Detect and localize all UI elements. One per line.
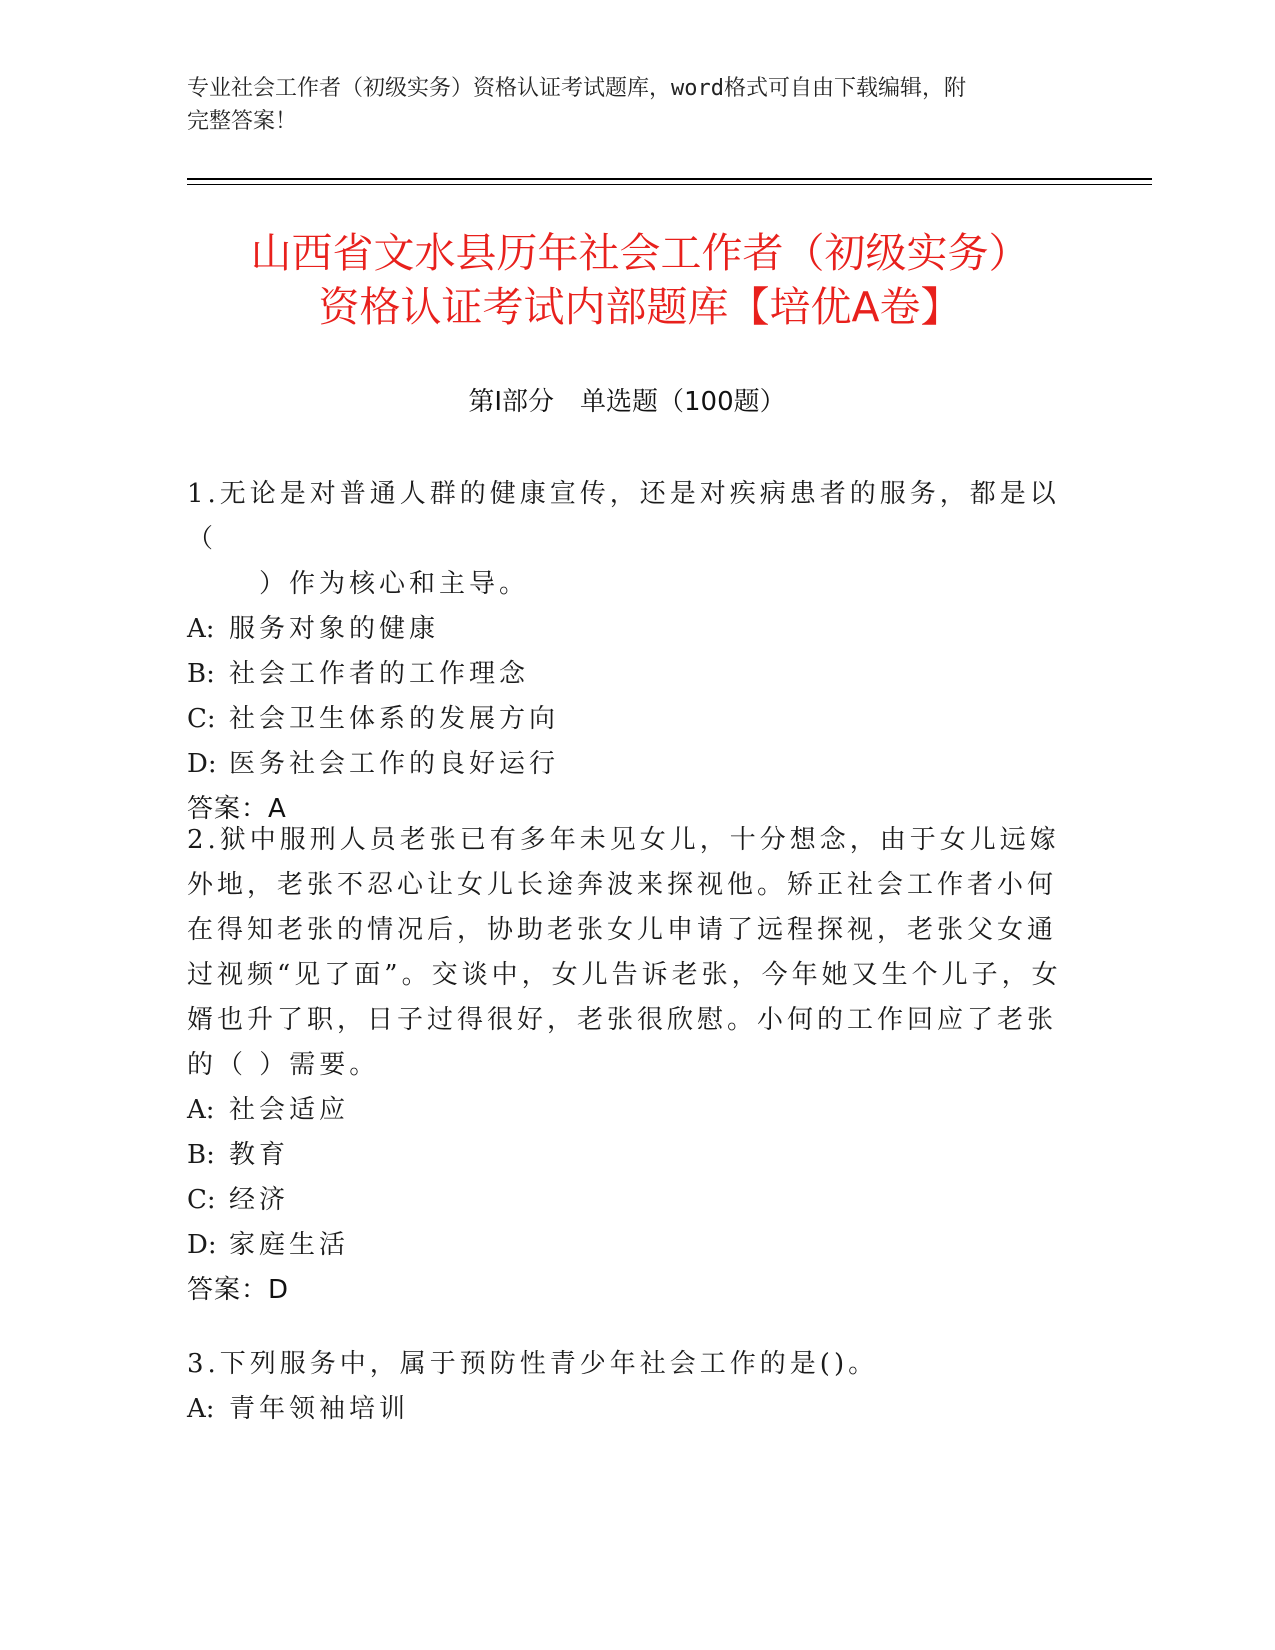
header-note-line-1: 专业社会工作者（初级实务）资格认证考试题库，word格式可自由下载编辑，附 — [187, 76, 966, 101]
option-a — [187, 607, 1067, 652]
question-2 — [187, 818, 1067, 1313]
option-text: 社会适应 — [229, 1095, 350, 1125]
option-d — [187, 742, 1067, 787]
question-1 — [187, 472, 1067, 832]
option-key: C: — [187, 704, 216, 734]
document-title-line-1: 山西省文水县历年社会工作者（初级实务） — [250, 229, 1030, 277]
section-title: 第I部分 单选题（100题） — [468, 387, 786, 417]
document-title-line-2: 资格认证考试内部题库【培优A卷】 — [318, 283, 962, 331]
option-key: B: — [187, 659, 215, 689]
option-key: D: — [187, 1230, 217, 1260]
option-key: A: — [187, 1095, 215, 1125]
option-key: D: — [187, 749, 217, 779]
option-text: 家庭生活 — [229, 1230, 350, 1260]
question-stem: 2.狱中服刑人员老张已有多年未见女儿，十分想念，由于女儿远嫁外地，老张不忍心让女儿长途奔波来探视他。矫正社会工作者小何在得知老张的情况后，协助老张女儿申请了远程探视，老张父女通过视频“见了面”。交谈中，女儿告诉老张，今年她又生个儿子，女婿也升了职，日子过得很好，老张很欣慰。小何的工作回应了老张的（ ）需要。 — [187, 825, 1062, 1080]
option-text: 教育 — [229, 1140, 290, 1170]
answer-line: 答案：A — [187, 794, 287, 824]
option-a — [187, 1387, 1067, 1432]
question-stem-line-2: ）作为核心和主导。 — [259, 569, 530, 599]
option-text: 经济 — [229, 1185, 290, 1215]
header-rule-thick — [187, 178, 1152, 180]
answer-line: 答案：D — [187, 1275, 290, 1305]
question-3 — [187, 1342, 1067, 1432]
header-note — [187, 72, 1067, 138]
header-rule-thin — [187, 184, 1152, 185]
option-text: 服务对象的健康 — [229, 614, 440, 644]
option-key: A: — [187, 1394, 215, 1424]
question-stem — [187, 472, 1067, 607]
option-b — [187, 652, 1067, 697]
document-title — [160, 226, 1120, 334]
option-key: A: — [187, 614, 215, 644]
option-b — [187, 1133, 1067, 1178]
option-d — [187, 1223, 1067, 1268]
option-key: C: — [187, 1185, 216, 1215]
option-c — [187, 697, 1067, 742]
option-text: 社会卫生体系的发展方向 — [229, 704, 560, 734]
option-text: 医务社会工作的良好运行 — [229, 749, 560, 779]
option-key: B: — [187, 1140, 215, 1170]
option-text: 社会工作者的工作理念 — [229, 659, 530, 689]
question-stem: 3.下列服务中，属于预防性青少年社会工作的是()。 — [187, 1349, 879, 1379]
header-note-line-2: 完整答案！ — [187, 109, 298, 134]
option-c — [187, 1178, 1067, 1223]
option-text: 青年领袖培训 — [229, 1394, 410, 1424]
question-stem-line-1: 1.无论是对普通人群的健康宣传，还是对疾病患者的服务，都是以（ — [187, 479, 1060, 554]
option-a — [187, 1088, 1067, 1133]
